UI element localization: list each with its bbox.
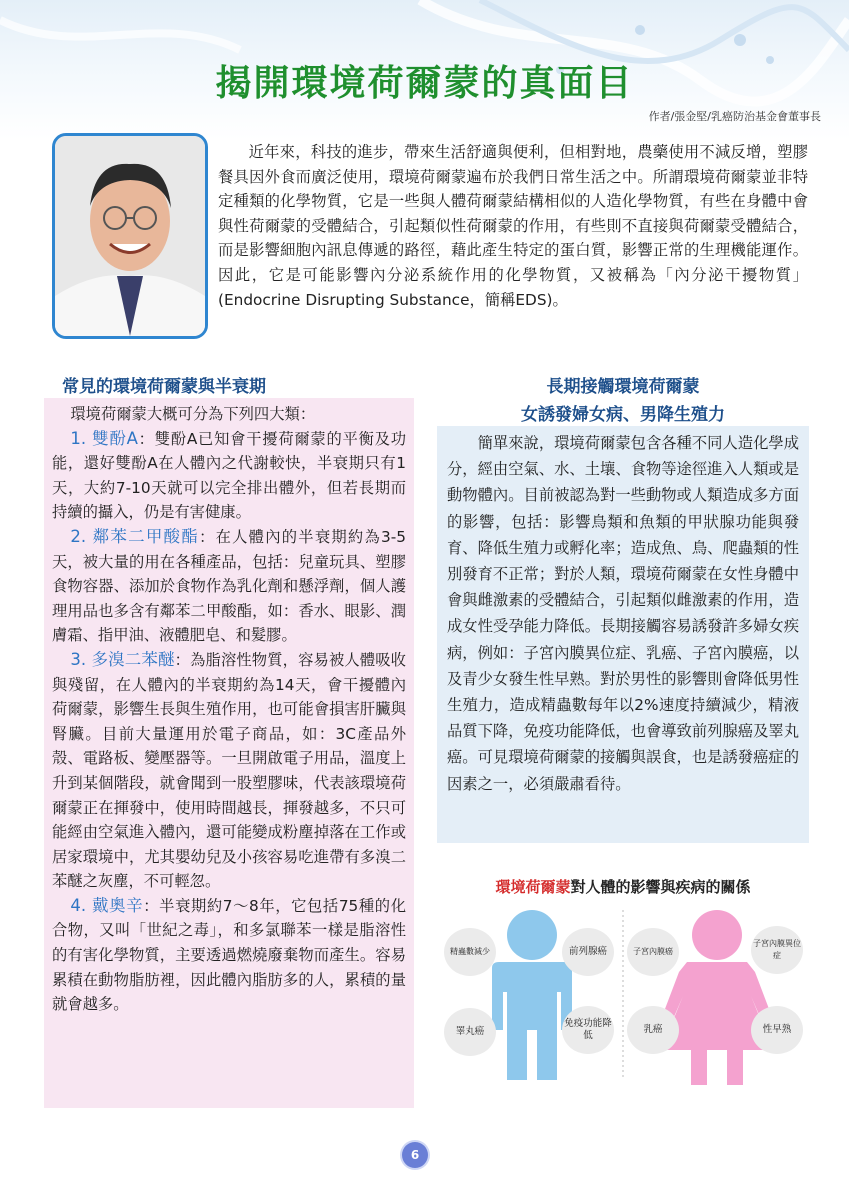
male-figure bbox=[492, 910, 572, 1080]
right-paragraph: 簡單來說，環境荷爾蒙包含各種不同人造化學成分，經由空氣、水、土壤、食物等途徑進入人類或是動物體內。目前被認為對一些動物或人類造成多方面的影響，包括：影響鳥類和魚類的甲狀腺功能與發育、降低生殖力或孵化率；造成魚、鳥、爬蟲類的性別發育不正常；對於人類，環境荷爾蒙在女性身體中會與雌激素的受體結合，引起類似雌激素的作用，造成女性受孕能力降低。長期接觸容易誘發許多婦女疾病，例如：子宮內膜異位症、乳癌、子宮內膜癌，以及青少女發生性早熟。對於男性的影響則會降低男性生殖力，造成精蟲數每年以2%速度持續減少，精液品質下降，免疫功能降低，也會導致前列腺癌及睪丸癌。可見環境荷爾蒙的接觸與誤食，也是誘發癌症的因素之一，必須嚴肅看待。 bbox=[447, 434, 799, 793]
right-section-heading-2: 女誘發婦女病、男降生殖力 bbox=[521, 405, 725, 425]
label-prostate-cancer: 前列腺癌 bbox=[562, 928, 614, 976]
page-number: 6 bbox=[402, 1142, 428, 1168]
diagram-title bbox=[437, 876, 809, 897]
item-keyword: 3. 多溴二苯醚 bbox=[70, 649, 175, 669]
item-dioxin bbox=[52, 894, 406, 1017]
diagram-title-rest: 對人體的影響與疾病的關係 bbox=[570, 878, 751, 896]
left-text-box bbox=[44, 398, 414, 1108]
item-keyword: 1. 雙酚A bbox=[70, 428, 138, 448]
left-section-heading: 常見的環境荷爾蒙與半衰期 bbox=[62, 377, 266, 397]
author-photo bbox=[52, 133, 208, 339]
author-line: 作者/張金堅/乳癌防治基金會董事長 bbox=[648, 110, 821, 123]
item-text: ：半衰期約7～8年，它包括75種的化合物，又叫「世紀之毒」，和多氯聯苯一樣是脂溶性的有害化學物質，主要透過燃燒廢棄物而產生。容易累積在動物脂肪裡，因此體內脂肪多的人，累積的量就會越多。 bbox=[52, 896, 406, 1014]
body-figures bbox=[437, 900, 809, 1090]
label-immune-decrease: 免疫功能降低 bbox=[562, 1006, 614, 1054]
intro-paragraph: 近年來，科技的進步，帶來生活舒適與便利，但相對地，農藥使用不減反增，塑膠餐具因外食而廣泛使用，環境荷爾蒙遍布於我們日常生活之中。所謂環境荷爾蒙並非特定種類的化學物質，它是一些與人體荷爾蒙結構相似的人造化學物質，有些在身體中會與性荷爾蒙的受體結合，引起類似性荷爾蒙的作用，有些則不直接與荷爾蒙受體結合，而是影響細胞內訊息傳遞的路徑，藉此產生特定的蛋白質，影響正常的生理機能運作。因此，它是可能影響內分泌系統作用的化學物質，又被稱為「內分泌干擾物質」(Endocrine Disrupting Substance，簡稱EDS)。 bbox=[218, 143, 808, 309]
item-text: ：在人體內的半衰期約為3-5天，被大量的用在各種產品，包括：兒童玩具、塑膠食物容器、添加於食物作為乳化劑和懸浮劑，個人護理用品也多含有鄰苯二甲酸酯，如：香水、眼影、潤膚霜、指甲油、液體肥皂、和髮膠。 bbox=[52, 527, 406, 645]
label-precocious-puberty: 性早熟 bbox=[751, 1006, 803, 1054]
item-text: ：雙酚A已知會干擾荷爾蒙的平衡及功能，還好雙酚A在人體內之代謝較快，半衰期只有1天，大約7-10天就可以完全排出體外，但若長期而持續的攝入，仍是有害健康。 bbox=[52, 429, 406, 522]
label-testicular-cancer: 睪丸癌 bbox=[444, 1008, 496, 1056]
item-keyword: 2. 鄰苯二甲酸酯 bbox=[70, 526, 200, 546]
label-sperm-count: 精蟲數減少 bbox=[444, 928, 496, 976]
item-phthalate bbox=[52, 525, 406, 648]
item-pbde bbox=[52, 648, 406, 894]
right-text-box bbox=[437, 426, 809, 843]
page-title: 揭開環境荷爾蒙的真面目 bbox=[215, 62, 634, 104]
diagram-title-highlight: 環境荷爾蒙 bbox=[495, 878, 571, 896]
left-lead: 環境荷爾蒙大概可分為下列四大類： bbox=[70, 405, 316, 423]
item-bisphenol bbox=[52, 427, 406, 525]
label-endometrial-cancer: 子宮內膜癌 bbox=[627, 928, 679, 976]
item-keyword: 4. 戴奧辛 bbox=[70, 895, 144, 915]
label-endometriosis: 子宮內膜異位症 bbox=[751, 926, 803, 974]
item-text: ：為脂溶性物質，容易被人體吸收與殘留，在人體內的半衰期約為14天，會干擾體內荷爾蒙，影響生長與生殖作用，也可能會損害肝臟與腎臟。目前大量運用於電子商品，如：3C產品外殼、電路板、變壓器等。一旦開啟電子用品，溫度上升到某個階段，就會聞到一股塑膠味，代表該環境荷爾蒙正在揮發中，使用時間越長，揮發越多，不只可能經由空氣進入體內，還可能變成粉塵掉落在工作或居家環境中，尤其嬰幼兒及小孩容易吃進帶有多溴二苯醚之灰塵，不可輕忽。 bbox=[52, 650, 406, 891]
right-section-heading-1: 長期接觸環境荷爾蒙 bbox=[546, 377, 700, 397]
label-breast-cancer: 乳癌 bbox=[627, 1006, 679, 1054]
